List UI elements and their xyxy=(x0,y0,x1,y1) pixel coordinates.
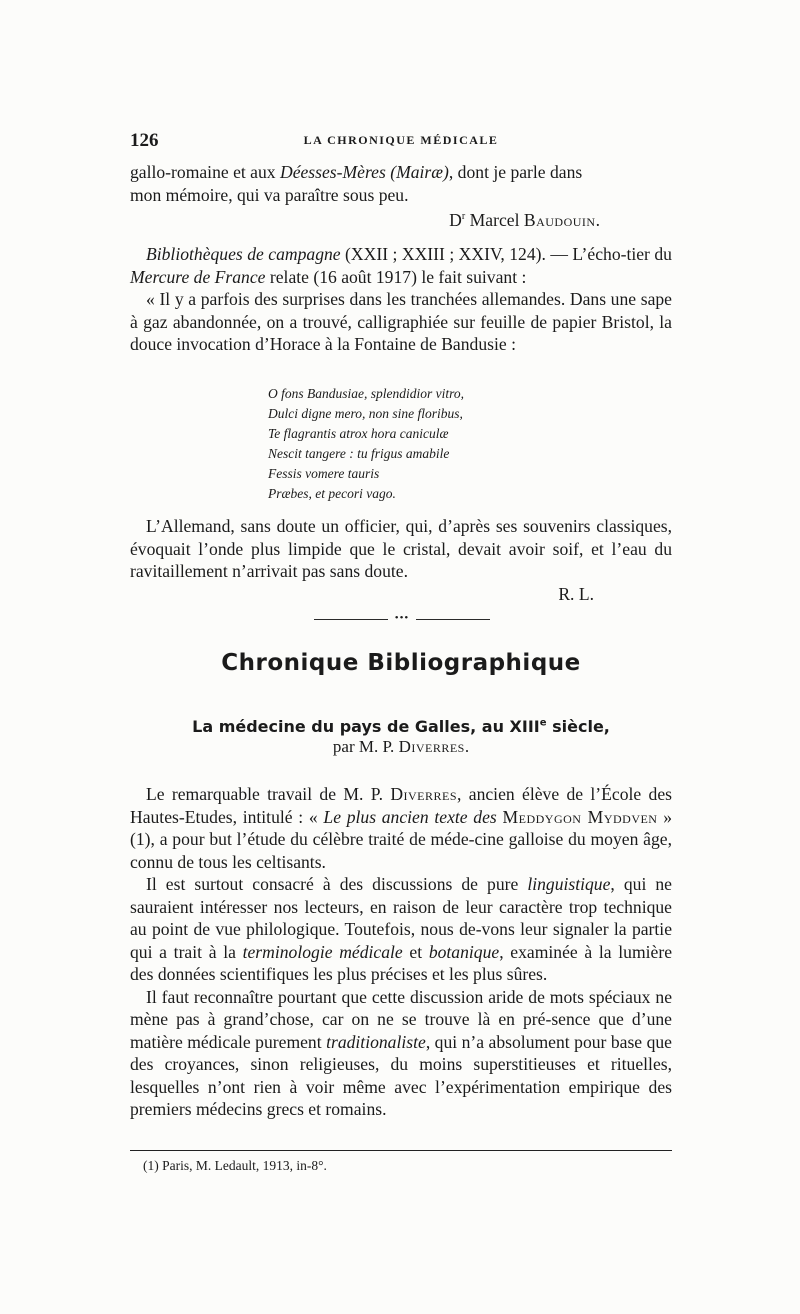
note-paragraph xyxy=(130,243,672,288)
poem xyxy=(268,384,568,504)
p2-text-c: et xyxy=(402,941,429,962)
p1-author: Diverres xyxy=(390,784,458,804)
note-italic-title: Bibliothèques de campagne xyxy=(146,244,341,264)
signature-firstname: Marcel xyxy=(469,209,524,230)
signature-surname: Baudouin xyxy=(523,209,596,230)
p3-italic-1: traditionaliste xyxy=(326,1031,426,1052)
signature-rl: R. L. xyxy=(558,583,594,604)
byline-prefix: par M. P. xyxy=(332,737,399,756)
running-head xyxy=(130,130,672,152)
page-number: 126 xyxy=(130,130,159,151)
poem-line: Nescit tangere : tu frigus amabile xyxy=(268,446,450,461)
p1-text-b: , ancien élève de l’École des Hautes-Etudes, intitulé : « xyxy=(130,784,672,827)
article-paragraph-3 xyxy=(130,986,672,1121)
intro-line-1 xyxy=(130,161,672,184)
paragraph-allemand xyxy=(130,515,672,605)
poem-line: Præbes, et pecori vago. xyxy=(268,486,396,501)
intro-italic: Déesses-Mères (Mairæ) xyxy=(279,162,449,182)
p2-text-b: , qui ne sauraient intéresser nos lecteurs, en raison de leur caractère trop technique au point de vue philologique. Toutefois, nous de-vons leur signaler la partie qui a trait à la xyxy=(130,874,672,962)
note-rest: relate (16 août 1917) le fait suivant : xyxy=(265,266,527,287)
p2-text-a: Il est surtout consacré à des discussions de pure xyxy=(146,874,528,894)
poem-line: Te flagrantis atrox hora caniculæ xyxy=(268,426,449,441)
poem-line: Fessis vomere tauris xyxy=(268,466,380,481)
poem-line: O fons Bandusiae, splendidior vitro, xyxy=(268,386,464,401)
intro-line-2: mon mémoire, qui va paraître sous peu. xyxy=(130,184,409,205)
p3-text-b: , qui n’a absolument pour base que des croyances, sinon religieuses, du moins superstitieuses et rituelles, lesquelles n’ont rien à voir même avec l’expérimentation empirique des premiers médecins grecs et romains. xyxy=(130,1031,672,1119)
journal-title: LA CHRONIQUE MÉDICALE xyxy=(303,133,499,147)
p1-work-title: Le plus ancien texte des xyxy=(323,806,503,827)
poem-line: Dulci digne mero, non sine floribus, xyxy=(268,406,463,421)
divider-ornament: ••• xyxy=(388,611,416,625)
p2-italic-3: botanique xyxy=(428,941,500,962)
footnote: (1) Paris, M. Ledault, 1913, in-8°. xyxy=(143,1158,327,1173)
article-title-text: La médecine du pays de Galles, au XIII xyxy=(192,717,540,736)
quote-outro: L’Allemand, sans doute un officier, qui, d’après ses souvenirs classiques, évoquait l’onde plus limpide que le cristal, devait avoir soif, et l’eau du ravitaillement n’arrivait pas sans doute. xyxy=(130,516,672,581)
byline-name: Diverres xyxy=(398,737,465,756)
p1-text-c: » (1), a pour but l’étude du célèbre traité de méde-cine galloise du moyen âge, connu de tous les celtisants. xyxy=(130,806,672,872)
intro-text-a: gallo-romaine et aux xyxy=(130,162,280,182)
p1-work-title-sc: Meddygon Myddven xyxy=(502,806,658,827)
paragraph-bibliotheques xyxy=(130,243,672,356)
article-paragraph-1 xyxy=(130,783,672,873)
signature-baudouin xyxy=(130,206,672,231)
note-refs: (XXII ; XXIII ; XXIV, 124). — L’écho-tier du xyxy=(340,244,672,264)
p1-text-a: Le remarquable travail de M. P. xyxy=(146,784,391,804)
signature-title-sup: r xyxy=(461,211,466,222)
article-byline xyxy=(130,737,672,757)
article-body xyxy=(130,783,672,1121)
section-heading: Chronique Bibliographique xyxy=(221,650,581,676)
signature-end: . xyxy=(595,209,600,230)
footnote-rule xyxy=(130,1150,672,1151)
intro-text-b: , dont je parle dans xyxy=(448,162,583,182)
quote-intro: « Il y a parfois des surprises dans les tranchées allemandes. Dans une sape à gaz abandonnée, on a trouvé, calligraphiée sur feuille de papier Bristol, la douce invocation d’Horace à la Fontaine de Bandusie : xyxy=(130,289,672,354)
byline-end: . xyxy=(464,737,470,756)
article-title-sup: e xyxy=(539,717,547,729)
article-title xyxy=(130,717,672,736)
article-paragraph-2 xyxy=(130,873,672,986)
p2-italic-2: terminologie médicale xyxy=(242,941,403,962)
p2-italic-1: linguistique xyxy=(527,874,611,894)
paragraph-intro xyxy=(130,161,672,231)
article-title-end: siècle, xyxy=(546,717,610,736)
signature-title: D xyxy=(449,209,462,230)
note-source: Mercure de France xyxy=(130,266,266,287)
p3-text-a: Il faut reconnaître pourtant que cette discussion aride de mots spéciaux ne mène pas à grand’chose, car on ne se trouve là en pré-sence que d’une matière médicale purement xyxy=(130,986,672,1052)
p2-text-d: , examinée à la lumière des données scientifiques les plus précises et les plus sûres. xyxy=(130,941,673,984)
